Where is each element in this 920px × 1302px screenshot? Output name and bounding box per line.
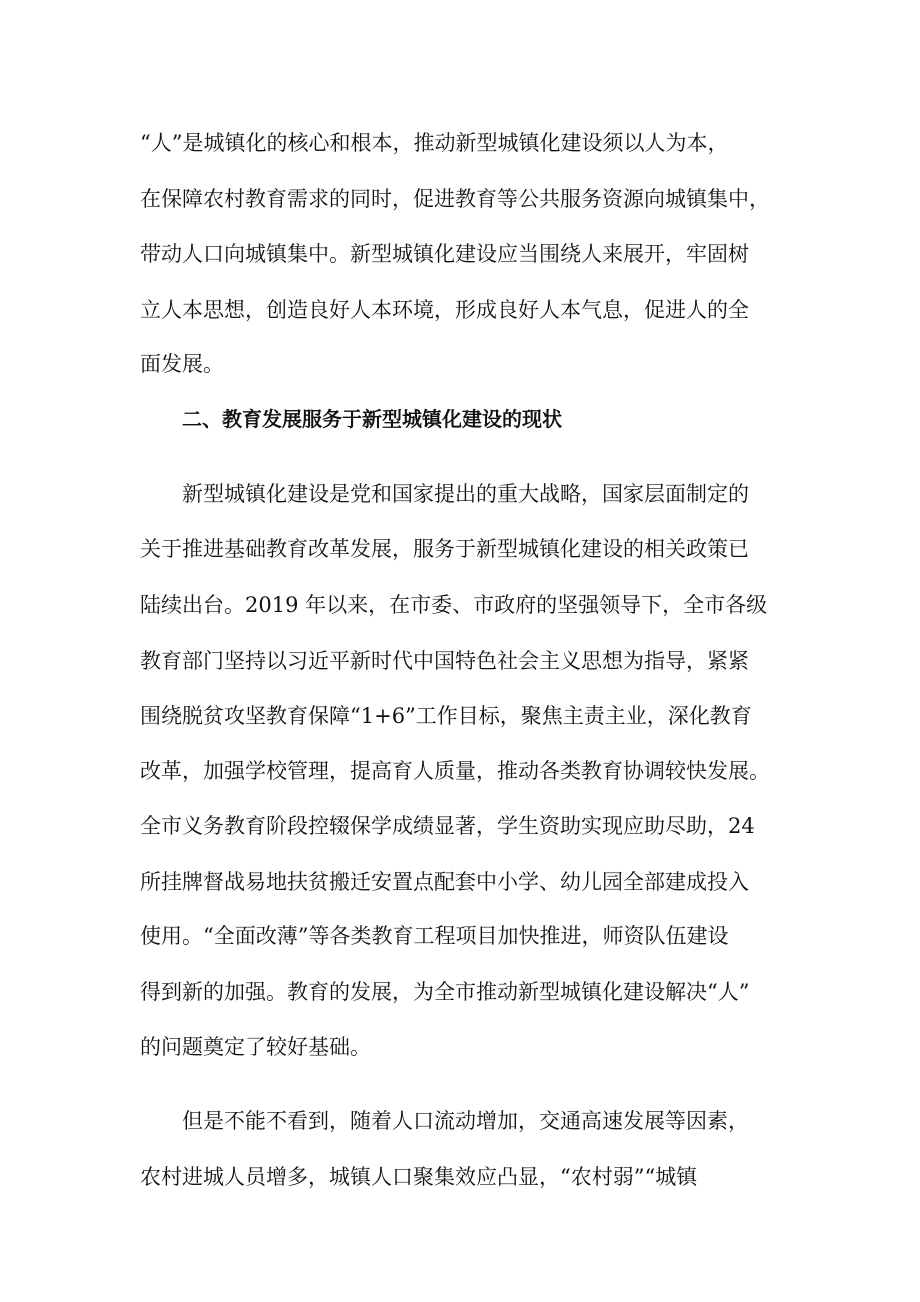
paragraph-2-line-7: 全市义务教育阶段控辍保学成绩显著，学生资助实现应助尽助，24 <box>140 814 755 838</box>
paragraph-1-line-2: 在保障农村教育需求的同时，促进教育等公共服务资源向城镇集中， <box>140 187 770 211</box>
paragraph-3-line-1: 但是不能不看到，随着人口流动增加，交通高速发展等因素， <box>182 1109 749 1133</box>
paragraph-2-line-1: 新型城镇化建设是党和国家提出的重大战略，国家层面制定的 <box>182 482 749 506</box>
paragraph-2-line-9: 使用。“全面改薄”等各类教育工程项目加快推进，师资队伍建设 <box>140 924 729 948</box>
paragraph-1-line-4: 立人本思想，创造良好人本环境，形成良好人本气息，促进人的全 <box>140 298 749 322</box>
paragraph-1-line-5: 面发展。 <box>140 352 224 376</box>
paragraph-2-line-10: 得到新的加强。教育的发展，为全市推动新型城镇化建设解决“人” <box>140 980 750 1004</box>
paragraph-2-line-5: 围绕脱贫攻坚教育保障“1+6”工作目标，聚焦主责主业，深化教育 <box>140 704 752 728</box>
paragraph-1-line-1: “人”是城镇化的核心和根本，推动新型城镇化建设须以人为本， <box>140 131 729 155</box>
paragraph-2-line-11: 的问题奠定了较好基础。 <box>140 1035 371 1059</box>
paragraph-2-line-6: 改革，加强学校管理，提高育人质量，推动各类教育协调较快发展。 <box>140 759 770 783</box>
paragraph-2-line-4: 教育部门坚持以习近平新时代中国特色社会主义思想为指导，紧紧 <box>140 649 749 673</box>
paragraph-2-line-2: 关于推进基础教育改革发展，服务于新型城镇化建设的相关政策已 <box>140 537 749 561</box>
section-heading: 二、教育发展服务于新型城镇化建设的现状 <box>182 407 562 431</box>
paragraph-3-line-2: 农村进城人员增多，城镇人口聚集效应凸显，“农村弱”“城镇 <box>140 1165 698 1189</box>
paragraph-1-line-3: 带动人口向城镇集中。新型城镇化建设应当围绕人来展开，牢固树 <box>140 242 749 266</box>
paragraph-2-line-3: 陆续出台。2019 年以来，在市委、市政府的坚强领导下，全市各级 <box>140 593 768 617</box>
paragraph-2-line-8: 所挂牌督战易地扶贫搬迁安置点配套中小学、幼儿园全部建成投入 <box>140 870 749 894</box>
